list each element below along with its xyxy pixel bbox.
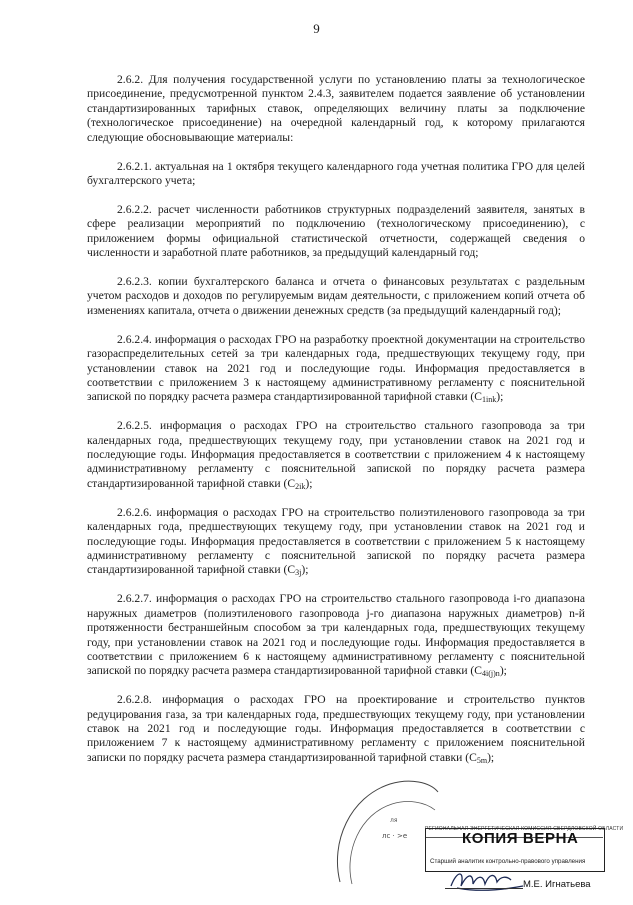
stamp-signer-name: М.Е. Игнатьева bbox=[523, 879, 591, 890]
paragraph-tail: ); bbox=[305, 476, 313, 490]
stamp-title: КОПИЯ ВЕРНА bbox=[462, 830, 579, 847]
stamp-organization: РЕГИОНАЛЬНАЯ ЭНЕРГЕТИЧЕСКАЯ КОМИССИЯ СВЕРДЛОВСКОЙ ОБЛАСТИ bbox=[425, 822, 603, 838]
paragraph-tail: ); bbox=[487, 750, 495, 764]
rate-subscript: 5m bbox=[476, 755, 488, 765]
paragraph bbox=[87, 592, 585, 678]
paragraph-text: 2.6.2.7. информация о расходах ГРО на строительство стального газопровода i-го диапазона наружных диаметров (полиэтиленового газопровода j-го диапазона наружных диаметров) n-й протяженности бестраншейным способом за три календарных года, предшествующих текущему году, при установлении ставок на 2021 год и последующие годы. Информация предоставляется в соответствии с приложением 6 к настоящему административному регламенту с пояснительной запиской по порядку расчета размера стандартизированной тарифной ставки (C bbox=[87, 592, 585, 678]
paragraph-text: 2.6.2. Для получения государственной услуги по установлению платы за технологическое присоединение, предусмотренной пунктом 2.4.3, заявителем подается заявление об установлении стандартизированных тарифных ставок, определяющих величину платы за подключение (технологическое присоединение) на очередной календарный год, к которому прилагаются следующие обосновывающие материалы: bbox=[87, 73, 585, 144]
rate-subscript: 3j bbox=[295, 568, 302, 578]
paragraph-text: 2.6.2.2. расчет численности работников структурных подразделений заявителя, занятых в сфере реализации мероприятий по подключению (технологическому присоединению), с приложением формы официальной статистической отчетности, содержащей сведения о численности и заработной плате работников, за предыдущий календарный год; bbox=[87, 202, 585, 260]
paragraph bbox=[87, 333, 585, 405]
svg-text:лс · >е: лс · >е bbox=[382, 832, 408, 840]
paragraph-tail: ); bbox=[499, 664, 507, 678]
paragraph bbox=[87, 419, 585, 491]
paragraph-text: 2.6.2.8. информация о расходах ГРО на проектирование и строительство пунктов редуцирования газа, за три календарных года, предшествующих текущему году, при установлении ставок на 2021 год и последующие годы. Информация предоставляется в соответствии с приложением 7 к настоящему административному регламенту с приложением пояснительной записки по порядку расчета размера стандартизированной тарифной ставки (C bbox=[87, 693, 585, 764]
rate-subscript: 2ik bbox=[295, 481, 306, 491]
paragraph-text: 2.6.2.1. актуальная на 1 октября текущего календарного года учетная политика ГРО для целей бухгалтерского учета; bbox=[87, 159, 585, 187]
round-seal-icon bbox=[330, 772, 440, 892]
rate-subscript: 1ink bbox=[482, 395, 497, 405]
paragraph bbox=[87, 160, 585, 189]
paragraph-text: 2.6.2.6. информация о расходах ГРО на строительство полиэтиленового газопровода за три календарных года, предшествующих текущему году, при установлении ставок на 2021 год и последующие годы. Информация предоставляется в соответствии с приложением 5 к настоящему административному регламенту с пояснительной запиской по порядку расчета размера стандартизированной тарифной ставки (C bbox=[87, 505, 585, 577]
paragraph-text: 2.6.2.5. информация о расходах ГРО на строительство стального газопровода за три календарных года, предшествующих текущему году, при установлении ставок на 2021 год и последующие годы. Информация предоставляется в соответствии с приложением 4 к настоящему административному регламенту с пояснительной запиской по порядку расчета размера стандартизированной тарифной ставки (C bbox=[87, 419, 585, 490]
paragraph bbox=[87, 506, 585, 578]
paragraph-tail: ); bbox=[496, 390, 504, 404]
page-number: 9 bbox=[313, 21, 320, 36]
paragraph-tail: ); bbox=[301, 563, 309, 577]
signature-line bbox=[445, 888, 523, 889]
paragraph-text: 2.6.2.3. копии бухгалтерского баланса и отчета о финансовых результатах с раздельным учетом расходов и доходов по регулируемым видам деятельности, с приложением копий отчета об изменениях капитала, отчета о движении денежных средств (за предыдущий календарный год); bbox=[87, 274, 585, 317]
paragraph bbox=[87, 203, 585, 261]
rate-subscript: 4i(j)n bbox=[482, 669, 500, 679]
paragraph bbox=[87, 275, 585, 318]
paragraph bbox=[87, 693, 585, 765]
stamp-position: Старший аналитик контрольно-правового управления bbox=[430, 858, 586, 865]
svg-text:ля: ля bbox=[390, 817, 398, 824]
paragraph bbox=[87, 73, 585, 145]
handwritten-signature-icon bbox=[447, 866, 527, 894]
copy-certification-stamp bbox=[425, 822, 624, 898]
paragraph-text: 2.6.2.4. информация о расходах ГРО на разработку проектной документации на строительство газораспределительных сетей за три календарных года, предшествующих текущему году, при установлении ставок на 2021 год и последующие годы. Информация предоставляется в соответствии с приложением 3 к настоящему административному регламенту с пояснительной запиской по порядку расчета размера стандартизированной тарифной ставки (C bbox=[87, 332, 585, 404]
document-body bbox=[87, 73, 585, 765]
